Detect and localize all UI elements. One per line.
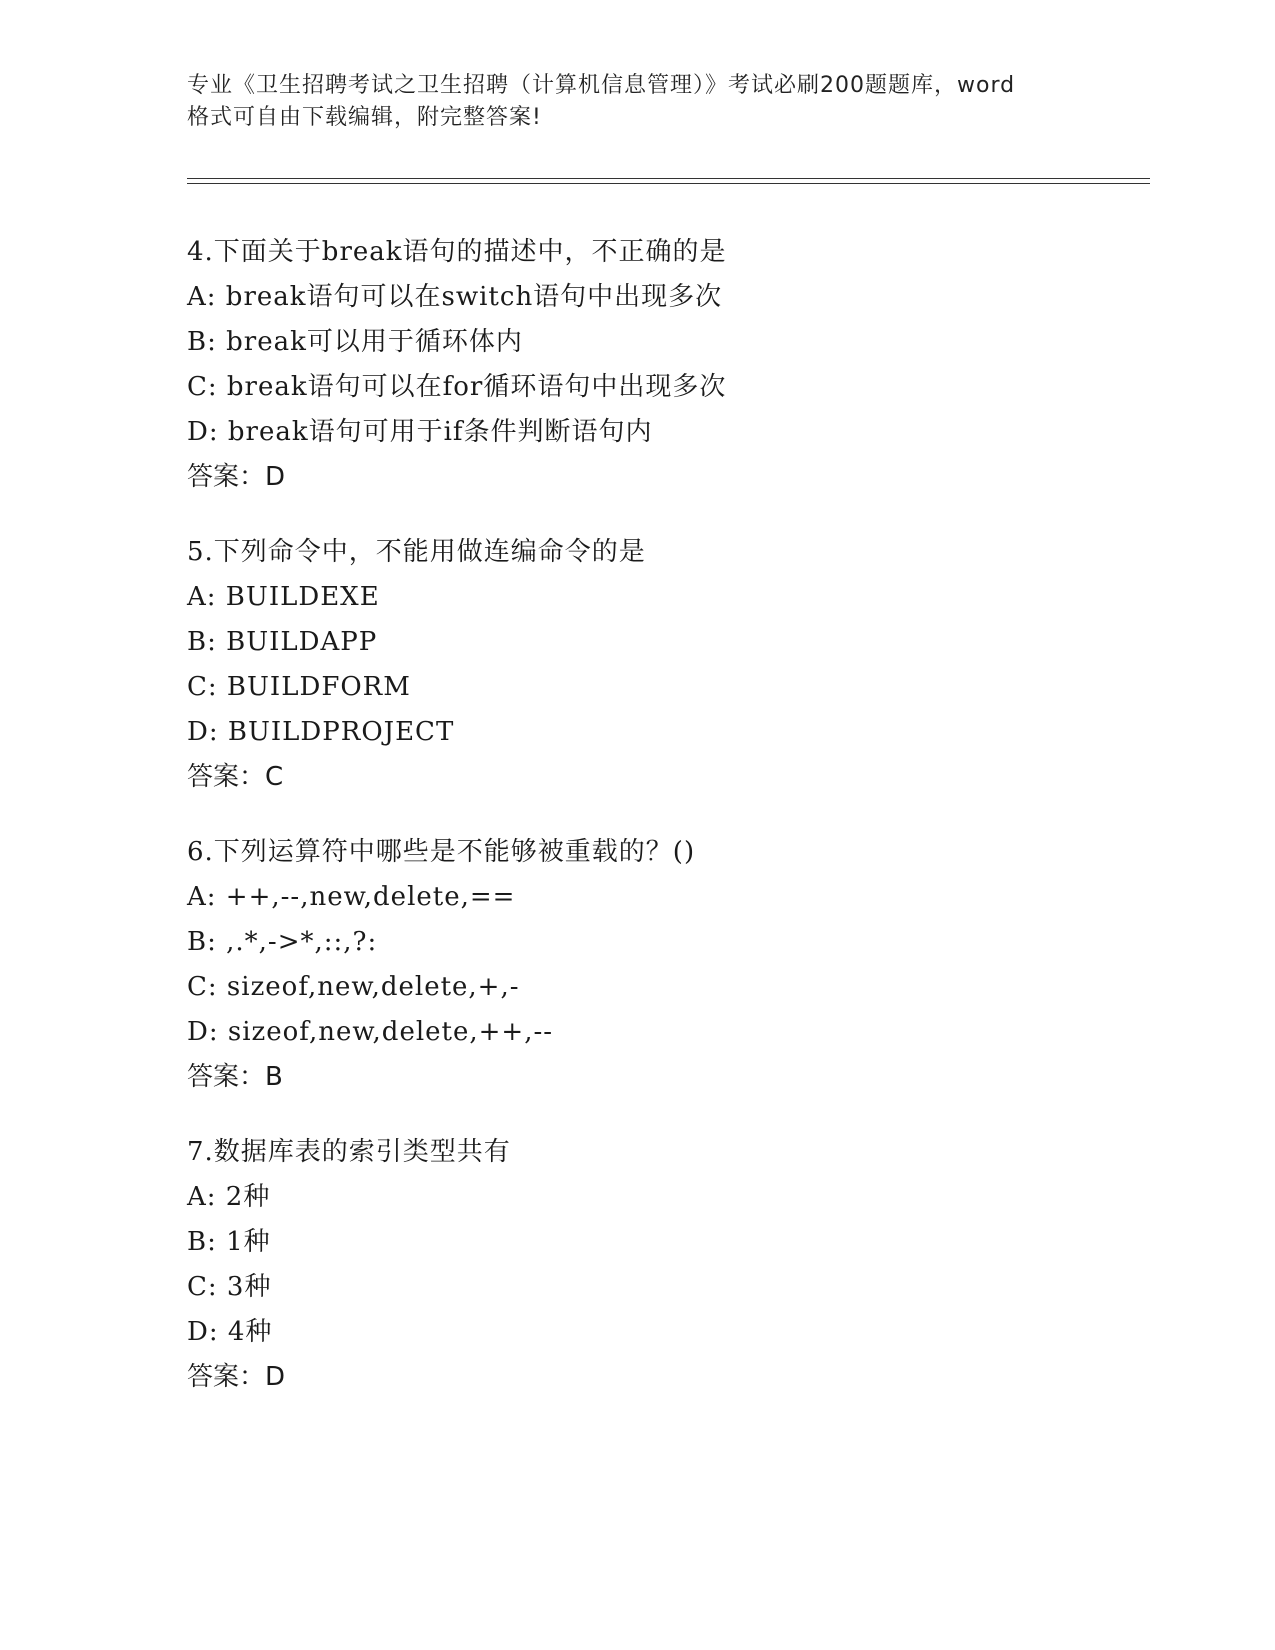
document-header bbox=[187, 70, 1107, 134]
option-c: C: BUILDFORM bbox=[187, 672, 411, 702]
header-line-2: 格式可自由下载编辑，附完整答案! bbox=[187, 105, 542, 130]
option-b: B: 1种 bbox=[187, 1227, 271, 1257]
question-stem: 4.下面关于break语句的描述中，不正确的是 bbox=[187, 237, 727, 267]
option-b: B: BUILDAPP bbox=[187, 627, 378, 657]
question-6 bbox=[187, 830, 1147, 1100]
answer-line: 答案：D bbox=[187, 462, 286, 492]
option-a: A: ++,--,new,delete,== bbox=[187, 882, 516, 912]
option-c: C: break语句可以在for循环语句中出现多次 bbox=[187, 372, 727, 402]
option-a: A: 2种 bbox=[187, 1182, 271, 1212]
option-a: A: break语句可以在switch语句中出现多次 bbox=[187, 282, 723, 312]
question-stem: 6.下列运算符中哪些是不能够被重载的？() bbox=[187, 837, 696, 867]
option-a: A: BUILDEXE bbox=[187, 582, 380, 612]
option-c: C: sizeof,new,delete,+,- bbox=[187, 972, 520, 1002]
option-b: B: ,.*,->*,::,?: bbox=[187, 927, 378, 957]
question-4 bbox=[187, 230, 1147, 500]
header-divider-top bbox=[187, 178, 1150, 179]
option-b: B: break可以用于循环体内 bbox=[187, 327, 523, 357]
header-line-1: 专业《卫生招聘考试之卫生招聘（计算机信息管理）》考试必刷200题题库，word bbox=[187, 73, 1016, 98]
answer-line: 答案：D bbox=[187, 1362, 286, 1392]
answer-line: 答案：C bbox=[187, 762, 284, 792]
option-d: D: 4种 bbox=[187, 1317, 273, 1347]
option-c: C: 3种 bbox=[187, 1272, 272, 1302]
header-divider-bottom bbox=[187, 183, 1150, 184]
answer-line: 答案：B bbox=[187, 1062, 283, 1092]
question-5 bbox=[187, 530, 1147, 800]
question-7 bbox=[187, 1130, 1147, 1400]
question-stem: 5.下列命令中，不能用做连编命令的是 bbox=[187, 537, 646, 567]
option-d: D: break语句可用于if条件判断语句内 bbox=[187, 417, 653, 447]
option-d: D: sizeof,new,delete,++,-- bbox=[187, 1017, 554, 1047]
question-list bbox=[187, 230, 1147, 1430]
question-stem: 7.数据库表的索引类型共有 bbox=[187, 1137, 511, 1167]
option-d: D: BUILDPROJECT bbox=[187, 717, 455, 747]
